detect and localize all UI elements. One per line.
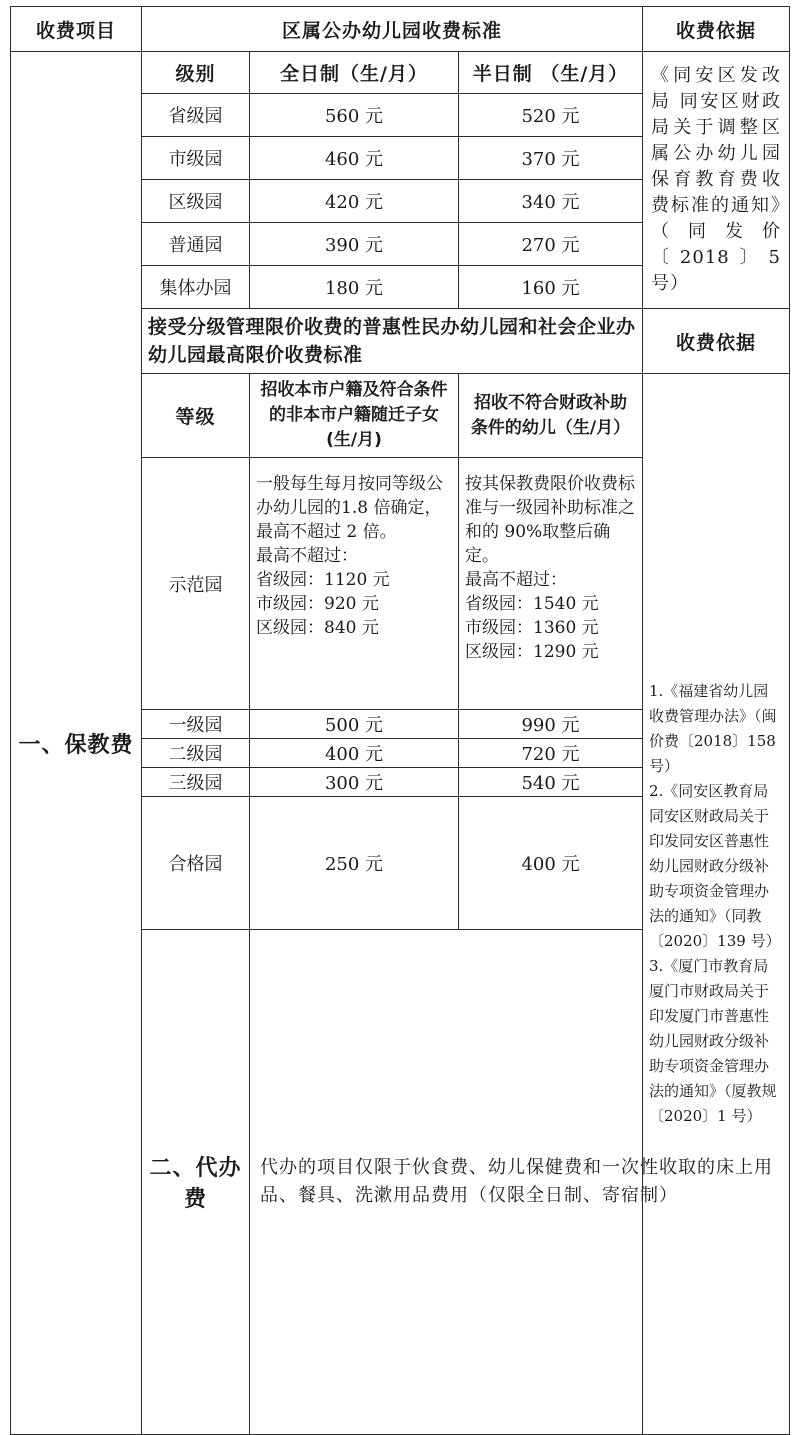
- private-other: 400 元: [459, 797, 643, 930]
- public-level: 集体办园: [142, 266, 250, 309]
- private-grade: 三级园: [142, 768, 250, 797]
- public-half: 520 元: [459, 94, 643, 137]
- demo-other-text: 按其保教费限价收费标准与一级园补助标准之和的 90%取整后确定。 最高不超过： 省级园：1540 元 市级园：1360 元 区级园：1290 元: [465, 474, 635, 662]
- table-header-row: [11, 7, 790, 52]
- public-basis: [643, 52, 790, 309]
- public-col-level: 级别: [142, 52, 250, 94]
- private-local: 250 元: [250, 797, 459, 930]
- private-local: 300 元: [250, 768, 459, 797]
- header-standard: 区属公办幼儿园收费标准: [142, 7, 643, 52]
- demo-other-cell: [459, 458, 643, 710]
- public-full: 560 元: [250, 94, 459, 137]
- private-basis-header: 收费依据: [643, 309, 790, 374]
- public-half: 340 元: [459, 180, 643, 223]
- public-col-half: 半日制 （生/月）: [459, 52, 643, 94]
- public-half: 270 元: [459, 223, 643, 266]
- private-grade: 二级园: [142, 739, 250, 768]
- header-basis: 收费依据: [643, 7, 790, 52]
- public-subheader-row: [11, 52, 790, 94]
- private-local: 500 元: [250, 710, 459, 739]
- header-item: 收费项目: [11, 7, 142, 52]
- public-col-full: 全日制（生/月）: [250, 52, 459, 94]
- private-grade: 一级园: [142, 710, 250, 739]
- public-level: 普通园: [142, 223, 250, 266]
- private-other: 540 元: [459, 768, 643, 797]
- public-full: 460 元: [250, 137, 459, 180]
- private-local: 400 元: [250, 739, 459, 768]
- public-level: 市级园: [142, 137, 250, 180]
- private-col-grade: 等级: [142, 374, 250, 458]
- public-level: 省级园: [142, 94, 250, 137]
- demo-local-cell: [250, 458, 459, 710]
- section-1-label: 一、保教费: [11, 52, 142, 1435]
- private-col-local: 招收本市户籍及符合条件的非本市户籍随迁子女(生/月): [250, 374, 459, 458]
- section-2-label: 二、代办费: [142, 930, 250, 1435]
- public-level: 区级园: [142, 180, 250, 223]
- public-half: 370 元: [459, 137, 643, 180]
- fee-table: [10, 6, 790, 1435]
- private-col-other: 招收不符合财政补助条件的幼儿（生/月）: [459, 374, 643, 458]
- private-basis: 1.《福建省幼儿园收费管理办法》（闽价费〔2018〕158 号） 2.《同安区教育局 同安区财政局关于印发同安区普惠性幼儿园财政分级补助专项资金管理办法的通知》（同教〔2020〕139 号） 3.《厦门市教育局 厦门市财政局关于印发厦门市普惠性幼儿园财政分级补助专项资金管理办法的通知》（厦教规〔2020〕1 号）: [643, 374, 790, 1435]
- public-full: 390 元: [250, 223, 459, 266]
- private-title: 接受分级管理限价收费的普惠性民办幼儿园和社会企业办幼儿园最高限价收费标准: [142, 309, 643, 374]
- demo-label: 示范园: [142, 458, 250, 710]
- public-basis-text: 《同安区发改局 同安区财政局关于调整区属公办幼儿园保育教育费收费标准的通知》（同发价〔2018〕5 号）: [651, 65, 781, 294]
- public-full: 420 元: [250, 180, 459, 223]
- section-2-content: 代办的项目仅限于伙食费、幼儿保健费和一次性收取的床上用品、餐具、洗漱用品费用（仅限全日制、寄宿制）: [250, 930, 790, 1435]
- demo-local-text: 一般每生每月按同等级公办幼儿园的1.8 倍确定，最高不超过 2 倍。 最高不超过： 省级园：1120 元 市级园：920 元 区级园：840 元: [256, 474, 443, 638]
- public-full: 180 元: [250, 266, 459, 309]
- private-grade: 合格园: [142, 797, 250, 930]
- public-half: 160 元: [459, 266, 643, 309]
- private-other: 990 元: [459, 710, 643, 739]
- private-other: 720 元: [459, 739, 643, 768]
